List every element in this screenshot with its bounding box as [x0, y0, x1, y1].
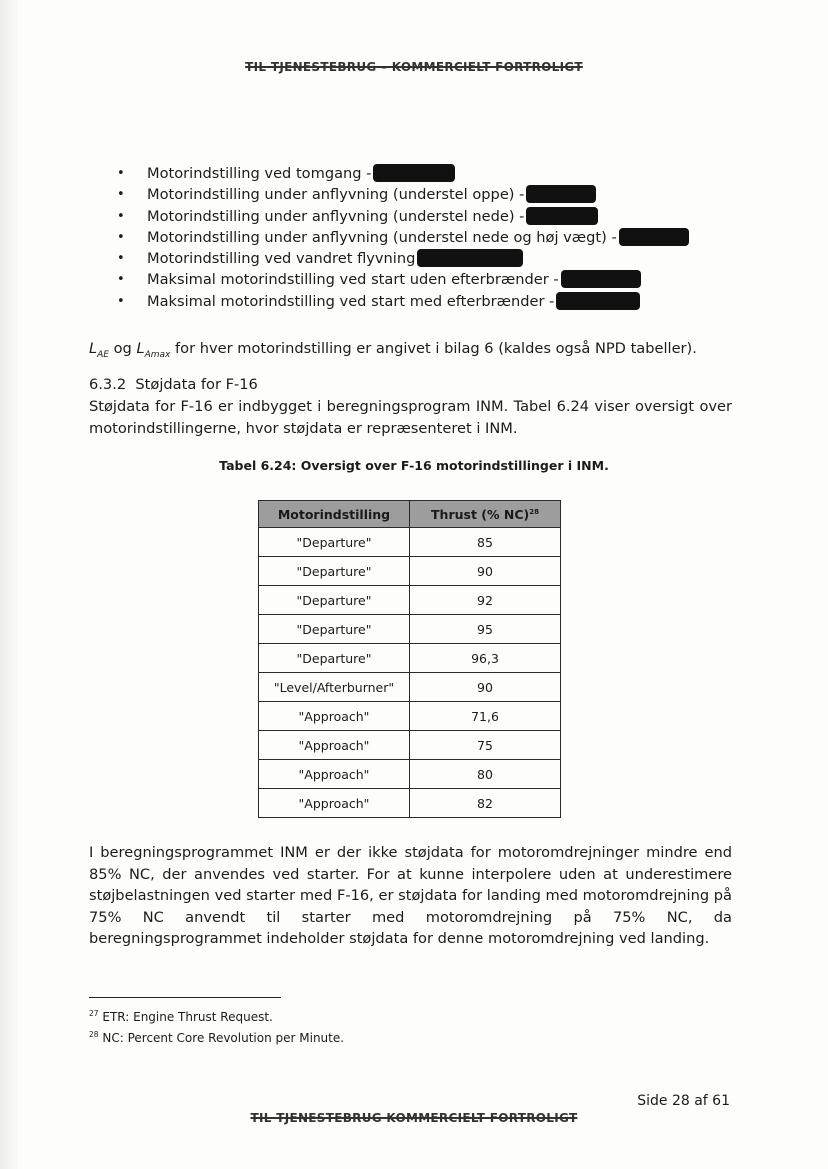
table-row	[259, 586, 561, 615]
list-item-text: Motorindstilling ved vandret flyvning	[147, 250, 416, 268]
table-row	[259, 702, 561, 731]
bullet-icon: •	[117, 229, 125, 245]
section-body: Støjdata for F-16 er indbygget i beregningsprogram INM. Tabel 6.24 viser oversigt over motorindstillingerne, hvor støjdata er repræsenteret i INM.	[89, 398, 732, 437]
lae-paragraph: $L_{AE}$ og $L_{Amax}$ for hver motorindstilling er angivet i bilag 6 (kaldes også NPD tabeller).	[89, 340, 697, 360]
motor-setting-cell: "Departure"	[259, 615, 410, 644]
section-title: Støjdata for F-16	[135, 376, 258, 393]
thrust-cell: 96,3	[410, 644, 561, 673]
classification-footer: TIL TJENESTEBRUG KOMMERCIELT FORTROLIGT	[250, 1111, 578, 1125]
section-number: 6.3.2	[89, 376, 127, 393]
column-header-thrust: Thrust (% NC)$^{28}$	[410, 501, 561, 528]
motor-setting-cell: "Departure"	[259, 557, 410, 586]
bullet-icon: •	[117, 293, 125, 309]
footnote-divider	[89, 997, 281, 998]
thrust-cell: 85	[410, 528, 561, 557]
column-header-motor-setting: Motorindstilling	[259, 501, 410, 528]
thrust-cell: 80	[410, 760, 561, 789]
list-item-text: Motorindstilling under anflyvning (understel nede og høj vægt) -	[147, 228, 617, 246]
motor-setting-cell: "Departure"	[259, 586, 410, 615]
redaction-block	[373, 164, 455, 182]
bullet-icon: •	[117, 166, 125, 181]
redaction-block	[561, 270, 641, 288]
list-item-text: Motorindstilling under anflyvning (understel nede) -	[147, 207, 525, 225]
classification-header: TIL TJENESTEBRUG – KOMMERCIELT FORTROLIGT	[245, 60, 583, 74]
redaction-block	[556, 292, 640, 310]
thrust-cell: 75	[410, 731, 561, 760]
page-number: Side 28 af 61	[637, 1093, 730, 1109]
thrust-cell: 82	[410, 789, 561, 818]
footnotes	[89, 1005, 344, 1047]
redaction-block	[619, 228, 689, 246]
table-header-row	[259, 501, 561, 528]
bullet-icon: •	[117, 208, 125, 224]
motor-setting-cell: "Approach"	[259, 789, 410, 818]
thrust-cell: 71,6	[410, 702, 561, 731]
list-item-text: Motorindstilling under anflyvning (understel oppe) -	[147, 186, 525, 204]
redaction-block	[417, 249, 523, 267]
footnote: $^{28}$ NC: Percent Core Revolution per Minute.	[89, 1030, 345, 1045]
section-heading	[89, 374, 258, 395]
list-item-text: Maksimal motorindstilling ved start uden efterbrænder -	[147, 271, 559, 289]
table-row	[259, 789, 561, 818]
footnote: $^{27}$ ETR: Engine Thrust Request.	[89, 1009, 273, 1024]
table-row	[259, 557, 561, 586]
table-row	[259, 528, 561, 557]
closing-paragraph: I beregningsprogrammet INM er der ikke støjdata for motoromdrejninger mindre end 85% NC, der anvendes ved starter. For at kunne interpolere uden at underestimere støjbelastningen ved starter med F-16, er støjdata for landing med motoromdrejning på 75% NC anvendt til starter med motoromdrejning på 75% NC, da beregningsprogrammet indeholder støjdata for denne motoromdrejning ved landing.	[89, 844, 732, 947]
motor-setting-cell: "Approach"	[259, 731, 410, 760]
footnote-ref: 28	[529, 507, 539, 516]
motor-setting-cell: "Departure"	[259, 644, 410, 673]
table-row	[259, 615, 561, 644]
bullet-icon: •	[117, 251, 125, 267]
thrust-cell: 95	[410, 615, 561, 644]
table-caption: Tabel 6.24: Oversigt over F-16 motorindstillinger i INM.	[219, 458, 609, 473]
motor-setting-cell: "Level/Afterburner"	[259, 673, 410, 702]
table-row	[259, 760, 561, 789]
list-item-text: Maksimal motorindstilling ved start med efterbrænder -	[147, 292, 555, 310]
thrust-cell: 90	[410, 673, 561, 702]
bullet-icon: •	[117, 187, 125, 203]
table-row	[259, 731, 561, 760]
motor-setting-cell: "Departure"	[259, 528, 410, 557]
redaction-block	[526, 185, 596, 203]
bullet-icon: •	[117, 272, 125, 288]
motor-setting-cell: "Approach"	[259, 702, 410, 731]
scan-edge	[0, 0, 18, 1169]
redaction-block	[526, 207, 598, 225]
motor-setting-cell: "Approach"	[259, 760, 410, 789]
inm-motor-settings-table	[258, 500, 561, 818]
thrust-cell: 92	[410, 586, 561, 615]
thrust-cell: 90	[410, 557, 561, 586]
table-row	[259, 673, 561, 702]
table-row	[259, 644, 561, 673]
list-item-text: Motorindstilling ved tomgang -	[147, 165, 372, 182]
